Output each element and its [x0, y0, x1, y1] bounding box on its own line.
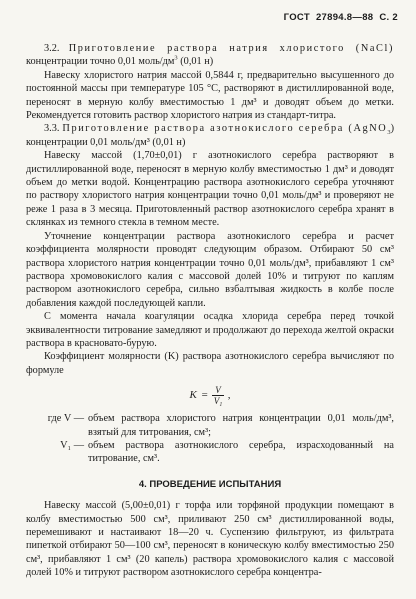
section-3-3-paragraph-3: С момента начала коагуляции осадка хлорида серебра перед точкой эквивалентности титрование замедляют и продолжают до перехода желтой окраски раствора в красновато-бурую.: [26, 311, 394, 349]
section-3-3-paragraph-2: Уточнение концентрации раствора азотнокислого серебра и расчет коэффициента молярности проводят следующим образом. Отбирают 50 см³ раствора хлористого натрия концентрации точно 0,01 моль/дм³, прибавляют 1 см³ раствора хромовокислого калия с массовой долей 10% и титруют по каплям раствором азотнокислого серебра, сильно взбалтывая жидкость в колбе после добавления каждой последующей капли.: [26, 230, 394, 309]
formula-denominator: V₁: [213, 396, 223, 407]
section-3-2-title: 3.2. Приготовление раствора натрия хлористого (NaCl) концентрации точно 0,01 моль/$дм^3$ (0,01 н): [26, 43, 394, 68]
page-header: [278, 12, 398, 23]
section-4-body: Навеску массой (5,00±0,01) г торфа или торфяной продукции помещают в колбу вместимостью 500 см³, приливают 250 см³ дистиллированной воды, перемешивают и настаивают 18—20 ч. Суспензию фильтруют, из фильтрата пипеткой отбирают 50—100 см³, переносят в коническую колбу вместимостью 250 см³, прибавляют 1 см³ (20 капель) раствора хромовокислого калия с массовой долей 10% и титруют раствором азотнокислого серебра концентра-: [26, 500, 394, 579]
definition-v: где V — объем раствора хлористого натрия концентрации 0,01 моль/дм³, взятый для титрования, см³;: [47, 413, 394, 438]
formula-tail: ,: [227, 388, 231, 401]
formula-equals: =: [200, 388, 209, 401]
section-4-heading: 4. ПРОВЕДЕНИЕ ИСПЫТАНИЯ: [138, 478, 282, 490]
document-body: [26, 42, 394, 580]
molarity-formula: [26, 385, 394, 406]
header-number: 27894.8—88: [315, 12, 374, 23]
section-3-2-body: Навеску хлористого натрия массой 0,5844 г, предварительно высушенного до постоянной массы при температуре 105 °С, растворяют в дистиллированной воде, переносят в мерную колбу вместимостью 1 дм³ и доводят объем до метки. Рекомендуется готовить раствор хлористого натрия из стандарт-титра.: [26, 69, 394, 122]
formula-lhs: K: [189, 388, 197, 401]
formula-numerator: V: [212, 385, 224, 396]
formula-fraction: [212, 385, 224, 406]
section-3-3-title: 3.3. Приготовление раствора азотнокислого серебра (AgNO$_3$) концентрации 0,01 моль/дм³ (0,01 н): [26, 123, 395, 148]
formula-definitions: [26, 412, 394, 466]
header-page: С. 2: [379, 12, 398, 23]
section-3-3-body: Навеску массой (1,70±0,01) г азотнокислого серебра растворяют в дистиллированной воде, переносят в мерную колбу вместимостью 1 дм³ и доводят объем до метки водой. Концентрацию раствора азотнокислого серебра уточняют по раствору хлористого натрия концентрации точно 0,01 моль/дм³ и проверяют не реже 1 раза в 3 месяца. Приготовленный раствор азотнокислого серебра хранят в склянках из темного стекла в темном месте.: [26, 150, 394, 229]
definition-v1: V₁ — объем раствора азотнокислого серебра, израсходованный на титрование, см³.: [60, 439, 394, 465]
header-standard: ГОСТ: [283, 12, 310, 23]
section-3-3-paragraph-4: Коэффициент молярности (K) раствора азотнокислого серебра вычисляют по формуле: [26, 351, 394, 376]
